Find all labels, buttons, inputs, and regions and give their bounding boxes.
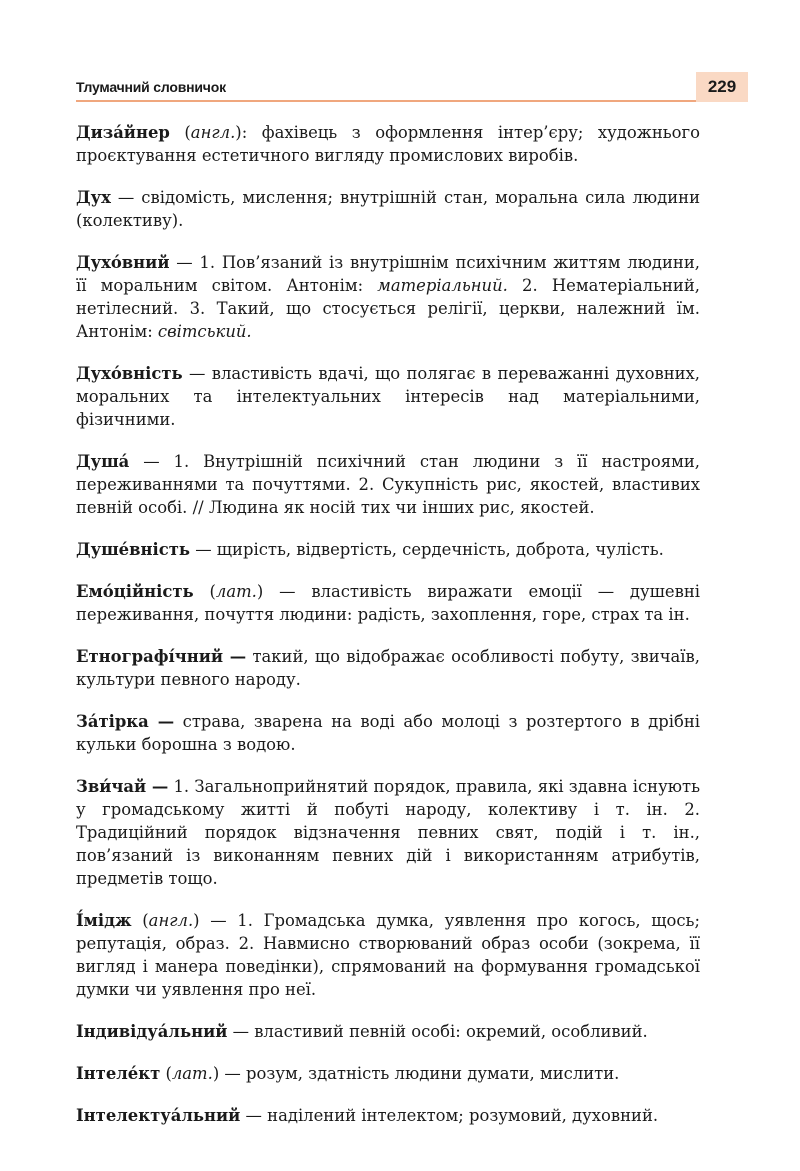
- entry-definition: 1. Загальноприйнятий порядок, правила, які здавна існують у громадському житті й побуті народу, колективу і т. ін. 2. Традиційний порядок відзначення певних свят, подій і т. ін., пов’язаний із виконанням певних дій і використанням атрибутів, предметів тощо.: [76, 777, 700, 888]
- entry-term: Інтеле́кт: [76, 1064, 161, 1083]
- glossary-entry: [76, 1020, 700, 1043]
- entry-term: Духо́вність: [76, 364, 183, 383]
- entry-definition: ) — 1. Громадська думка, уявлення про когось, щось; репутація, образ. 2. Навмисно створюваний образ особи (зокрема, її вигляд і манера поведінки), спрямований на формування громадської думки чи уявлення про неї.: [76, 911, 700, 999]
- entry-source: англ.: [148, 911, 194, 930]
- glossary-entry: [76, 251, 700, 343]
- entry-definition: — властивий певній особі: окремий, особливий.: [227, 1022, 648, 1041]
- entry-definition: — наділений інтелектом; розумовий, духовний.: [240, 1106, 659, 1125]
- entry-definition: такий, що відображає особливості побуту, звичаїв, культури певного народу.: [76, 647, 700, 689]
- glossary-entry: Інтеле́кт (лат.) — розум, здатність людини думати, мислити.: [76, 1064, 620, 1083]
- glossary-entry: Емо́ційність (лат.) — властивість виражати емоції — душевні переживання, почуття людини: радість, захоплення, горе, страх та ін.: [76, 582, 700, 624]
- entry-definition: — щирість, відвертість, сердечність, доброта, чулість.: [189, 540, 664, 559]
- glossary-entry: [76, 538, 700, 561]
- entry-term: Зви́чай —: [76, 777, 169, 796]
- glossary-entry: [76, 186, 700, 232]
- entry-term: Індивідуа́льний: [76, 1022, 228, 1041]
- entry-definition: — свідомість, мислення; внутрішній стан, моральна сила людини (колективу).: [76, 188, 700, 230]
- entry-definition: — 1. Внутрішній психічний стан людини з її настроями, переживаннями та почуттями. 2. Сукупність рис, якостей, властивих певній особі. // Людина як носій тих чи інших рис, якостей.: [76, 452, 700, 517]
- entry-definition: ) — розум, здатність людини думати, мислити.: [212, 1064, 620, 1083]
- page-header: [0, 72, 800, 102]
- glossary-entry: [76, 362, 700, 431]
- entry-source: лат.: [171, 1064, 213, 1083]
- header-rule: [76, 100, 698, 102]
- glossary-entry: [76, 645, 700, 691]
- entry-term: Душа́: [76, 452, 130, 471]
- entry-definition: — властивість вдачі, що полягає в переважанні духовних, моральних та інтелектуальних інтересів над матеріальними, фізичними.: [76, 364, 700, 429]
- entry-definition: ): фахівець з оформлення інтер’єру; художнього проєктування естетичного вигляду промислових виробів.: [76, 123, 700, 165]
- page-number: 229: [707, 77, 737, 96]
- entry-term: Дух: [76, 188, 111, 207]
- entry-definition: — 1. Пов’язаний із внутрішнім психічним життям людини, її моральним світом. Антонім:: [76, 253, 700, 295]
- page-number-box: [696, 72, 748, 102]
- entry-term: За́тірка —: [76, 712, 175, 731]
- entry-antonym: матеріальний.: [377, 276, 508, 295]
- glossary-entry: [76, 775, 700, 890]
- entry-term: Диза́йнер: [76, 123, 170, 142]
- glossary-entry: [76, 710, 700, 756]
- glossary-entry: [76, 450, 700, 519]
- entry-definition: страва, зварена на воді або молоці з розтертого в дрібні кульки борошна з водою.: [76, 712, 700, 754]
- glossary-entry: І́мідж (англ.) — 1. Громадська думка, уявлення про когось, щось; репутація, образ. 2. Навмисно створюваний образ особи (зокрема, її вигляд і манера поведінки), спрямований на формування громадської думки чи уявлення про неї.: [76, 911, 700, 999]
- entry-definition: ) — властивість виражати емоції — душевні переживання, почуття людини: радість, захоплення, горе, страх та ін.: [76, 582, 700, 624]
- glossary: [76, 121, 700, 1146]
- entry-term: І́мідж: [76, 911, 132, 930]
- running-title: Тлумачний словничок: [76, 79, 226, 95]
- entry-source: лат.: [215, 582, 257, 601]
- entry-definition: 2. Нематеріальний, нетілесний. 3. Такий, що стосується релігії, церкви, належний їм. Антонім:: [76, 276, 700, 341]
- entry-term: Емо́ційність: [76, 582, 194, 601]
- entry-term: Духо́вний: [76, 253, 170, 272]
- glossary-entry: Диза́йнер (англ.): фахівець з оформлення інтер’єру; художнього проєктування естетичного вигляду промислових виробів.: [76, 123, 700, 165]
- entry-term: Етнографі́чний —: [76, 647, 247, 666]
- entry-source: англ.: [190, 123, 236, 142]
- entry-term: Душе́вність: [76, 540, 190, 559]
- entry-term: Інтелектуа́льний: [76, 1106, 241, 1125]
- glossary-entry: [76, 1104, 700, 1127]
- entry-antonym: світський.: [157, 322, 252, 341]
